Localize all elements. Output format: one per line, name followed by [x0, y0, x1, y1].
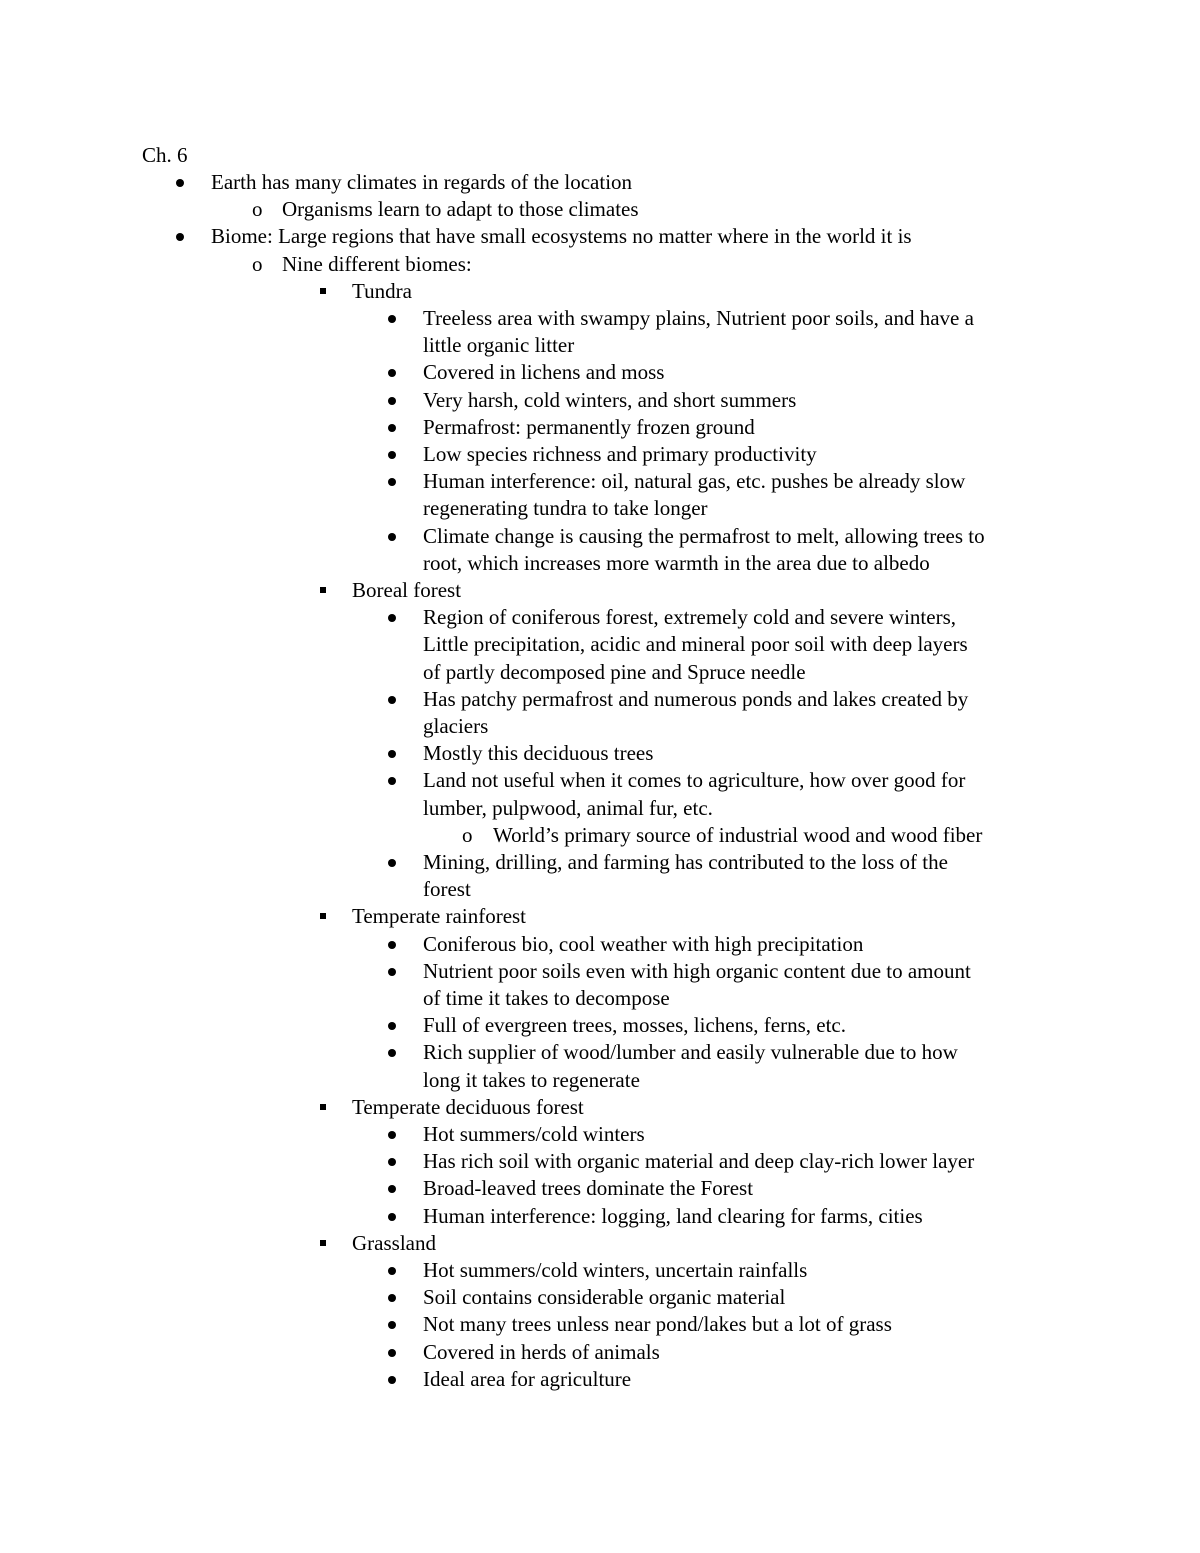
bullet-dot-icon	[388, 533, 396, 541]
bullet-square-icon	[320, 1104, 326, 1110]
heading-text: Ch. 6	[142, 143, 188, 167]
bullet-circle-icon: o	[252, 197, 263, 222]
bullet-square-icon	[320, 288, 326, 294]
bullet-dot-icon	[388, 1213, 396, 1221]
bullet-dot-icon	[388, 451, 396, 459]
bullet-dot-icon	[388, 1376, 396, 1384]
bullet-dot-icon	[388, 777, 396, 785]
list-item-text: Mining, drilling, and farming has contributed to the loss of the	[423, 850, 948, 874]
bullet-square-icon	[320, 1240, 326, 1246]
list-item-text: regenerating tundra to take longer	[423, 496, 708, 521]
list-item-text: Very harsh, cold winters, and short summers	[423, 387, 797, 412]
bullet-dot-icon	[388, 369, 396, 377]
list-item-text: Coniferous bio, cool weather with high precipitation	[423, 931, 864, 956]
bullet-dot-icon	[388, 750, 396, 758]
bullet-dot-icon	[388, 859, 396, 867]
bullet-dot-icon	[388, 696, 396, 704]
list-item-text: Has rich soil with organic material and deep clay-rich lower layer	[423, 1149, 975, 1174]
list-item-text: Tundra	[352, 278, 412, 303]
list-item-text: Nutrient poor soils even with high organic content due to amount	[423, 958, 971, 983]
bullet-dot-icon	[388, 315, 396, 323]
bullet-dot-icon	[388, 1349, 396, 1357]
document-heading	[142, 142, 188, 169]
bullet-square-icon	[320, 587, 326, 593]
list-item-text: Ideal area for agriculture	[423, 1366, 632, 1391]
list-item-text: Temperate rainforest	[352, 904, 527, 929]
bullet-dot-icon	[388, 941, 396, 949]
list-item-text: Broad-leaved trees dominate the Forest	[423, 1176, 754, 1201]
list-item-text: Human interference: oil, natural gas, etc. pushes be already slow	[423, 469, 966, 494]
bullet-dot-icon	[388, 614, 396, 622]
bullet-dot-icon	[388, 1321, 396, 1329]
bullet-circle-icon: o	[252, 251, 263, 276]
list-item-text: Climate change is causing the permafrost to melt, allowing trees to	[423, 523, 985, 548]
list-item-text: root, which increases more warmth in the area due to albedo	[423, 550, 930, 575]
list-item-text: Hot summers/cold winters, uncertain rainfalls	[423, 1258, 808, 1282]
list-item-text: Hot summers/cold winters	[423, 1122, 645, 1146]
bullet-dot-icon	[388, 424, 396, 432]
bullet-dot-icon	[388, 1022, 396, 1030]
bullet-dot-icon	[388, 1294, 396, 1302]
list-item-text: Nine different biomes:	[282, 251, 472, 276]
list-item-text: Has patchy permafrost and numerous ponds and lakes created by	[423, 686, 969, 711]
list-item-text: Covered in herds of animals	[423, 1339, 660, 1364]
bullet-dot-icon	[388, 1158, 396, 1166]
bullet-dot-icon	[388, 1049, 396, 1057]
list-item-text: Grassland	[352, 1230, 436, 1255]
bullet-dot-icon	[176, 179, 184, 187]
list-item-text: of time it takes to decompose	[423, 986, 670, 1010]
list-item-text: Full of evergreen trees, mosses, lichens, ferns, etc.	[423, 1013, 846, 1038]
bullet-dot-icon	[388, 1131, 396, 1139]
list-item-text: Low species richness and primary productivity	[423, 442, 817, 466]
bullet-square-icon	[320, 913, 326, 919]
bullet-dot-icon	[388, 1267, 396, 1275]
list-item-text: lumber, pulpwood, animal fur, etc.	[423, 795, 713, 820]
list-item-text: Region of coniferous forest, extremely cold and severe winters,	[423, 605, 956, 630]
list-item-text: little organic litter	[423, 333, 575, 358]
list-item-text: Mostly this deciduous trees	[423, 741, 654, 766]
list-item-text: glaciers	[423, 714, 489, 738]
bullet-dot-icon	[388, 478, 396, 486]
list-item-text: Soil contains considerable organic material	[423, 1285, 786, 1310]
list-item-text: Land not useful when it comes to agriculture, how over good for	[423, 768, 966, 793]
bullet-circle-icon: o	[462, 822, 473, 847]
list-item-text: forest	[423, 877, 471, 902]
list-item-text: Temperate deciduous forest	[352, 1094, 584, 1119]
list-item-text: long it takes to regenerate	[423, 1067, 640, 1092]
list-item-text: Organisms learn to adapt to those climates	[282, 197, 639, 222]
list-item-text: Boreal forest	[352, 578, 462, 602]
list-item-text: Not many trees unless near pond/lakes but a lot of grass	[423, 1312, 892, 1337]
list-item-text: Little precipitation, acidic and mineral poor soil with deep layers	[423, 632, 968, 657]
bullet-dot-icon	[388, 968, 396, 976]
bullet-dot-icon	[176, 233, 184, 241]
list-item-text: Biome: Large regions that have small ecosystems no matter where in the world it is	[211, 224, 912, 249]
list-item-text: Rich supplier of wood/lumber and easily vulnerable due to how	[423, 1040, 958, 1065]
list-item-text: Human interference: logging, land clearing for farms, cities	[423, 1203, 923, 1228]
bullet-dot-icon	[388, 397, 396, 405]
list-item-text: Covered in lichens and moss	[423, 360, 665, 385]
list-item-text: Treeless area with swampy plains, Nutrient poor soils, and have a	[423, 306, 974, 330]
bullet-dot-icon	[388, 1185, 396, 1193]
list-item-text: of partly decomposed pine and Spruce needle	[423, 659, 806, 684]
list-item-text: World’s primary source of industrial wood and wood fiber	[493, 822, 983, 847]
list-item-text: Permafrost: permanently frozen ground	[423, 414, 755, 439]
list-item-text: Earth has many climates in regards of the location	[211, 170, 633, 194]
